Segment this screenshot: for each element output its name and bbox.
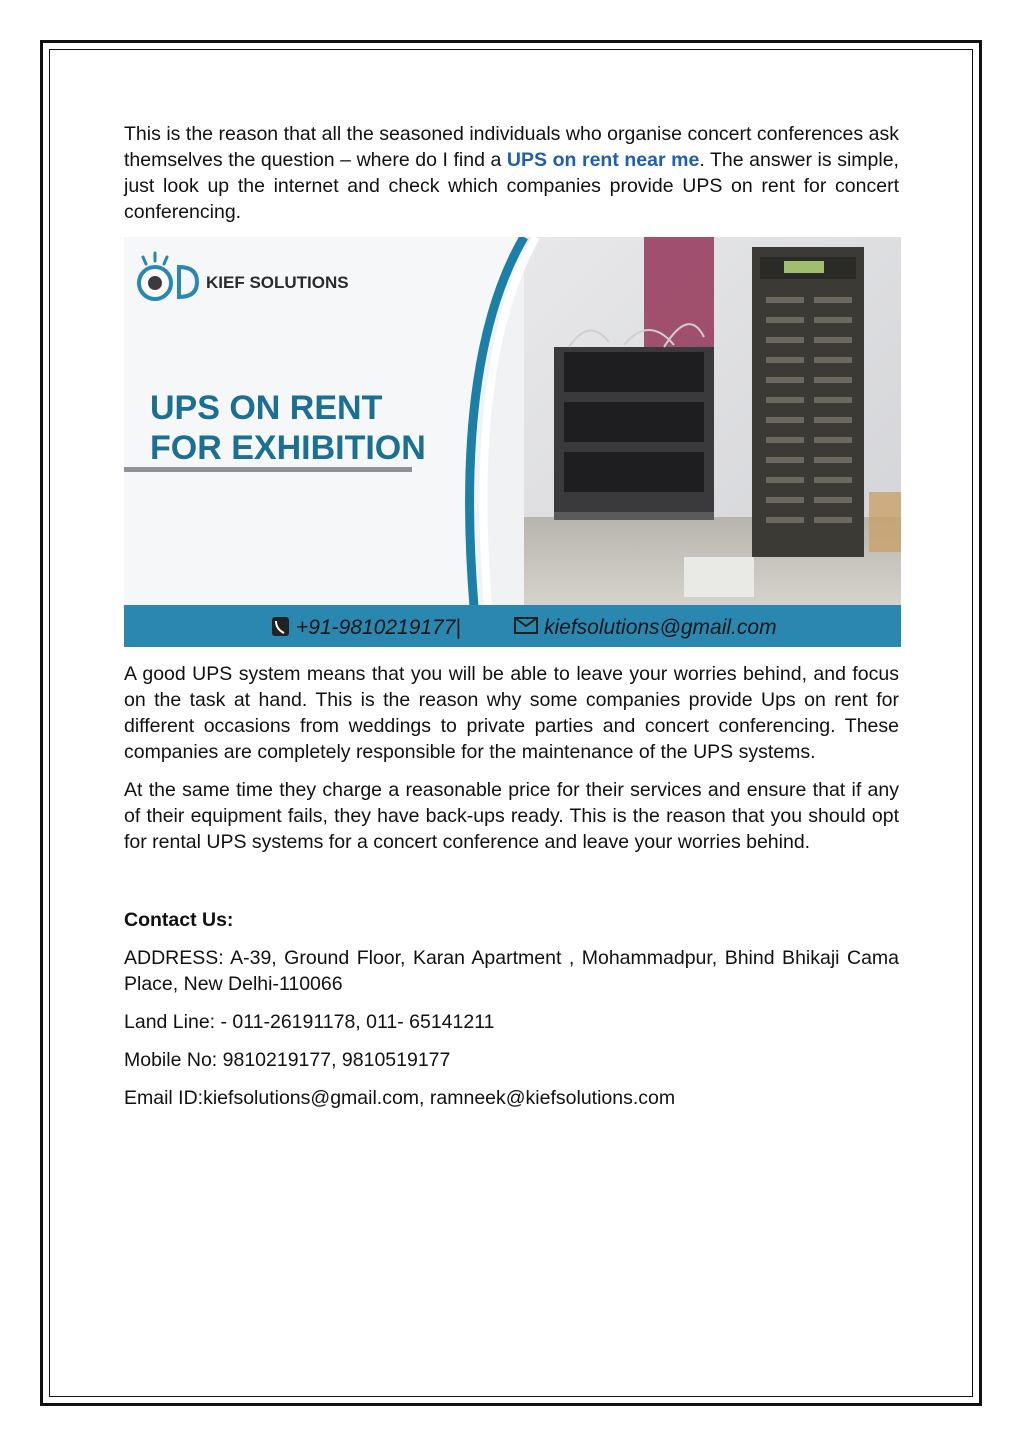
contact-landline: Land Line: - 011-26191178, 011- 65141211 <box>124 1011 495 1033</box>
promo-banner-image <box>124 237 901 647</box>
body-paragraph-2: At the same time they charge a reasonable price for their services and ensure that if any of their equipment fails, they have back-ups ready. This is the reason that you should opt for rental UPS systems for a concert conference and leave your worries behind. <box>124 779 899 853</box>
document-content <box>124 121 899 1111</box>
intro-paragraph <box>124 121 899 225</box>
battery-rack <box>554 324 714 520</box>
body-paragraph-1: A good UPS system means that you will be able to leave your worries behind, and focus on the task at hand. This is the reason why some companies provide Ups on rent for different occasions from weddings to private parties and concert conferencing. These companies are completely responsible for the maintenance of the UPS systems. <box>124 663 899 763</box>
contact-mobile: Mobile No: 9810219177, 9810519177 <box>124 1049 451 1071</box>
intro-text: This is the reason that all the seasoned individuals who organise concert conferences ask themselves the question – where do I find a <box>124 123 899 171</box>
banner-contact-bar <box>124 605 901 647</box>
banner-email-text: kiefsolutions@gmail.com <box>544 616 777 639</box>
intro-text-tail: . The answer is simple, just look up the internet and check which companies provide UPS on rent for concert conferencing. <box>124 149 899 223</box>
banner-brand-text: KIEF SOLUTIONS <box>206 273 349 292</box>
contact-heading: Contact Us: <box>124 909 234 931</box>
phone-icon <box>272 617 289 636</box>
contact-address: ADDRESS: A-39, Ground Floor, Karan Apartment , Mohammadpur, Bhind Bhikaji Cama Place, New Delhi-110066 <box>124 947 899 995</box>
banner-headline-line1: UPS ON RENT <box>150 389 383 427</box>
contact-email: Email ID:kiefsolutions@gmail.com, ramneek@kiefsolutions.com <box>124 1087 676 1109</box>
banner-headline-line2: FOR EXHIBITION <box>150 429 426 467</box>
ups-on-rent-link[interactable]: UPS on rent near me <box>506 149 700 171</box>
banner-phone-text: +91-9810219177| <box>296 616 461 639</box>
